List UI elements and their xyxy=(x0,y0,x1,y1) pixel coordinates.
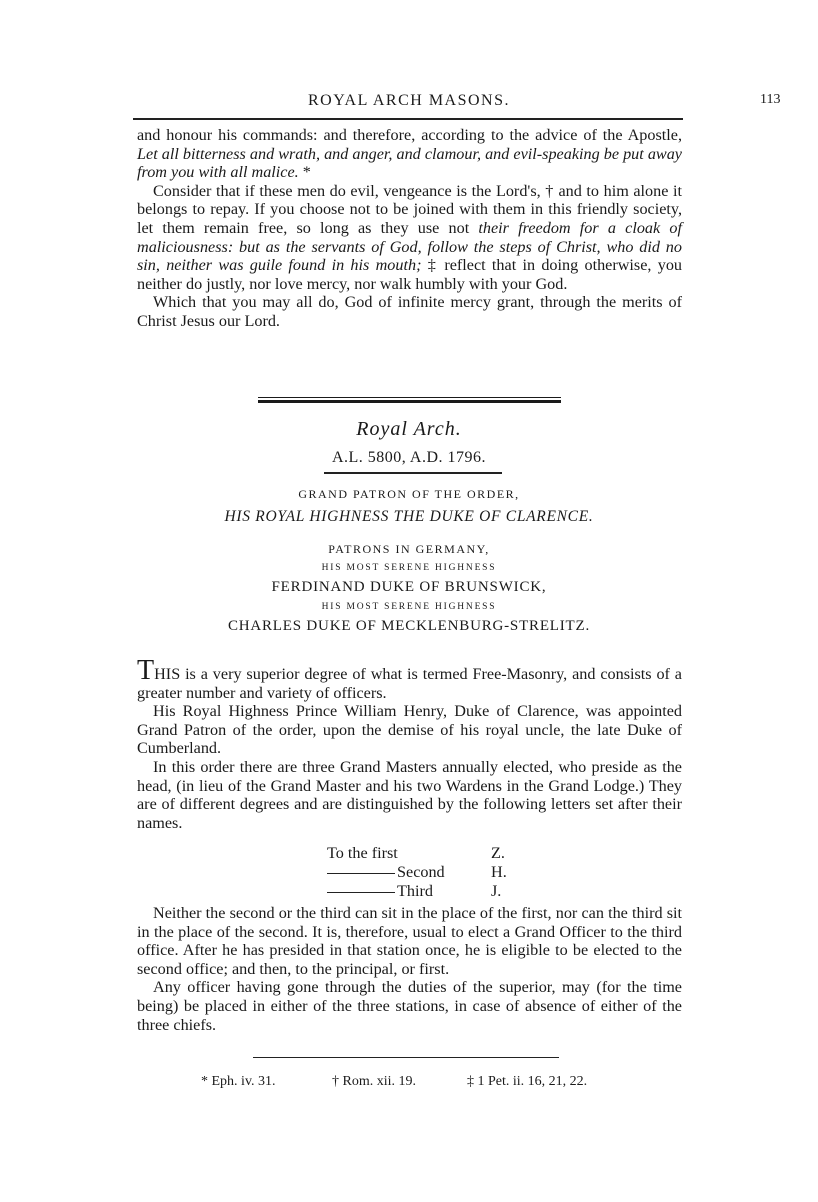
footnote-1: * Eph. iv. 31. xyxy=(201,1074,276,1089)
italic-run: their freedom for a cloak of maliciousness: but as the servants of God, follow the steps of Christ, who did no sin, neither was guile found in his mouth; xyxy=(137,218,682,275)
table-letter: H. xyxy=(491,863,507,881)
top-paragraph-2 xyxy=(137,182,682,294)
text-run: ‡ reflect that in doing otherwise, you neither do justly, nor love mercy, nor walk humbly with your God. xyxy=(137,256,683,293)
table-row xyxy=(327,844,507,863)
table-label: Second xyxy=(397,863,445,881)
ditto-dash xyxy=(327,892,395,893)
table-label-cell xyxy=(327,882,491,901)
body-paragraph-3: In this order there are three Grand Masters annually elected, who preside as the head, (in lieu of the Grand Master and his two Wardens in the Grand Lodge.) They are of different degrees and are distinguished by the following letters set after their names. xyxy=(137,757,682,832)
body-paragraph-5: Any officer having gone through the duties of the superior, may (for the time being) be placed in either of the three stations, in case of absence of either of the three chiefs. xyxy=(137,978,682,1034)
officer-letters-table xyxy=(327,844,507,901)
footnote-rule xyxy=(253,1057,559,1058)
top-paragraph-3 xyxy=(137,293,682,330)
page-number: 113 xyxy=(760,92,781,107)
body-paragraph-1 xyxy=(137,655,682,702)
running-head: ROYAL ARCH MASONS. xyxy=(308,92,510,109)
section-date: A.L. 5800, A.D. 1796. xyxy=(331,449,487,466)
table-letter: Z. xyxy=(491,844,505,862)
section-title: Royal Arch. xyxy=(356,418,462,440)
italic-run: Let all bitterness and wrath, and anger, and clamour, and evil-speaking be put away from you with all malice. xyxy=(137,144,682,182)
patron-1-name: FERDINAND DUKE OF BRUNSWICK, xyxy=(271,579,547,595)
table-label: To the first xyxy=(327,844,398,862)
body-paragraph-2: His Royal Highness Prince William Henry, Duke of Clarence, was appointed Grand Patron of the order, upon the demise of his royal uncle, the late Duke of Cumberland. xyxy=(137,702,682,758)
ditto-dash xyxy=(327,873,395,874)
body-paragraph-1-text: HIS is a very superior degree of what is termed Free-Masonry, and consists of a greater number and variety of officers. xyxy=(137,665,682,702)
patron-2-title: HIS MOST SERENE HIGHNESS xyxy=(321,602,497,612)
table-label: Third xyxy=(397,882,433,900)
date-rule xyxy=(324,472,502,474)
patrons-label: PATRONS IN GERMANY, xyxy=(328,542,490,556)
patron-2-name: CHARLES DUKE OF MECKLENBURG-STRELITZ. xyxy=(227,618,591,634)
body-paragraph-4: Neither the second or the third can sit in the place of the first, nor can the third sit in the place of the second. It is, therefore, usual to elect a Grand Officer to the third office. After he has presided in that station once, he is eligible to be elected to the second office; and then, to the principal, or first. xyxy=(137,904,682,978)
table-letter: J. xyxy=(491,882,502,900)
footnote-2: † Rom. xii. 19. xyxy=(332,1074,417,1089)
ornament-rule-top xyxy=(258,397,561,398)
table-row xyxy=(327,882,507,901)
text-run: and honour his commands: and therefore, according to the advice of the Apostle, xyxy=(137,126,682,144)
top-paragraph-1 xyxy=(137,126,682,182)
drop-cap: T xyxy=(137,655,155,686)
body-text-upper xyxy=(137,655,682,832)
header-rule xyxy=(133,118,683,120)
body-text-lower xyxy=(137,904,682,1034)
text-run: Consider that if these men do evil, vengeance is the Lord's, † and to him alone it belongs to repay. If you choose not to be joined with them in this friendly society, let them remain free, so long as they use not xyxy=(137,181,682,237)
grand-patron-name: HIS ROYAL HIGHNESS THE DUKE OF CLARENCE. xyxy=(224,508,594,525)
patron-1-title: HIS MOST SERENE HIGHNESS xyxy=(321,563,497,573)
grand-patron-label: GRAND PATRON OF THE ORDER, xyxy=(298,487,520,501)
top-text-block xyxy=(137,126,682,331)
text-run: Which that you may all do, God of infinite mercy grant, through the merits of Christ Jesus our Lord. xyxy=(137,293,682,330)
table-row xyxy=(327,863,507,882)
table-label-cell xyxy=(327,863,491,882)
footnote-3: ‡ 1 Pet. ii. 16, 21, 22. xyxy=(467,1074,588,1089)
text-run: * xyxy=(298,163,311,182)
ornament-rule-bottom xyxy=(258,400,561,403)
